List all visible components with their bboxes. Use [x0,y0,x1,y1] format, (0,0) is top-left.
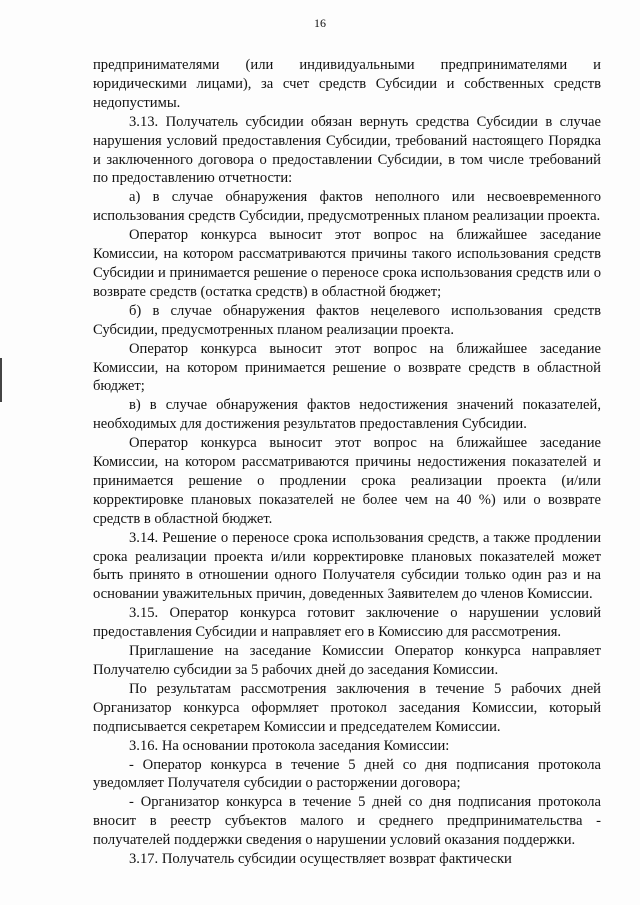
paragraph-dash-operator: - Оператор конкурса в течение 5 дней со дня подписания протокола уведомляет Получателя субсидии о расторжении договора; [93,756,601,792]
paragraph-operator-a: Оператор конкурса выносит этот вопрос на ближайшее заседание Комиссии, на котором рассматриваются причины такого использования средств Субсидии и принимается решение о переносе срока использования средств или о возврате средств (остатка средств) в областной бюджет; [93,227,601,300]
paragraph-operator-v: Оператор конкурса выносит этот вопрос на ближайшее заседание Комиссии, на котором рассматриваются причины недостижения показателей и принимается решение о продлении срока реализации проекта (и/или корректировке плановых показателей не более чем на 40 %) или о возврате средств в областной бюджет. [93,435,601,527]
paragraph-3-15: 3.15. Оператор конкурса готовит заключение о нарушении условий предоставления Субсидии и направляет его в Комиссию для рассмотрения. [93,605,601,641]
page-number: 16 [314,16,326,30]
paragraph-item-b: б) в случае обнаружения фактов нецелевого использования средств Субсидии, предусмотренных планом реализации проекта. [93,302,601,338]
paragraph-continuation: предпринимателями (или индивидуальными предпринимателями и юридическими лицами), за счет средств Субсидии и собственных средств недопустимы. [93,57,601,111]
paragraph-3-17: 3.17. Получатель субсидии осуществляет возврат фактически [129,851,512,868]
paragraph-item-a: а) в случае обнаружения фактов неполного или несвоевременного использования средств Субсидии, предусмотренных планом реализации проекта. [93,189,601,225]
paragraph-3-16: 3.16. На основании протокола заседания Комиссии: [129,737,450,754]
paragraph-3-13: 3.13. Получатель субсидии обязан вернуть средства Субсидии в случае нарушения условий предоставления Субсидии, требований настоящего Порядка и заключенного договора о предоставлении Субсидии, в том числе требований по предоставлению отчетности: [93,113,601,187]
scan-edge-mark [0,358,2,402]
paragraph-operator-b: Оператор конкурса выносит этот вопрос на ближайшее заседание Комиссии, на котором принимается решение о возврате средств в областной бюджет; [93,340,601,395]
paragraph-3-14: 3.14. Решение о переносе срока использования средств, а также продлении срока реализации проекта и/или корректировке плановых показателей может быть принято в отношении одного Получателя субсидии только один раз и на основании уважительных причин, доведенных Заявителем до членов Комиссии. [93,529,601,603]
paragraph-protocol: По результатам рассмотрения заключения в течение 5 рабочих дней Организатор конкурса оформляет протокол заседания Комиссии, который подписывается секретарем Комиссии и председателем Комиссии. [93,680,601,735]
paragraph-dash-organizer: - Организатор конкурса в течение 5 дней со дня подписания протокола вносит в реестр субъектов малого и среднего предпринимательства - получателей поддержки сведения о нарушении условий оказания поддержки. [93,794,601,849]
paragraph-item-v: в) в случае обнаружения фактов недостижения значений показателей, необходимых для достижения результатов предоставления Субсидии. [93,397,601,433]
document-body [93,56,601,869]
paragraph-invitation: Приглашение на заседание Комиссии Оператор конкурса направляет Получателю субсидии за 5 рабочих дней до заседания Комиссии. [93,643,601,678]
